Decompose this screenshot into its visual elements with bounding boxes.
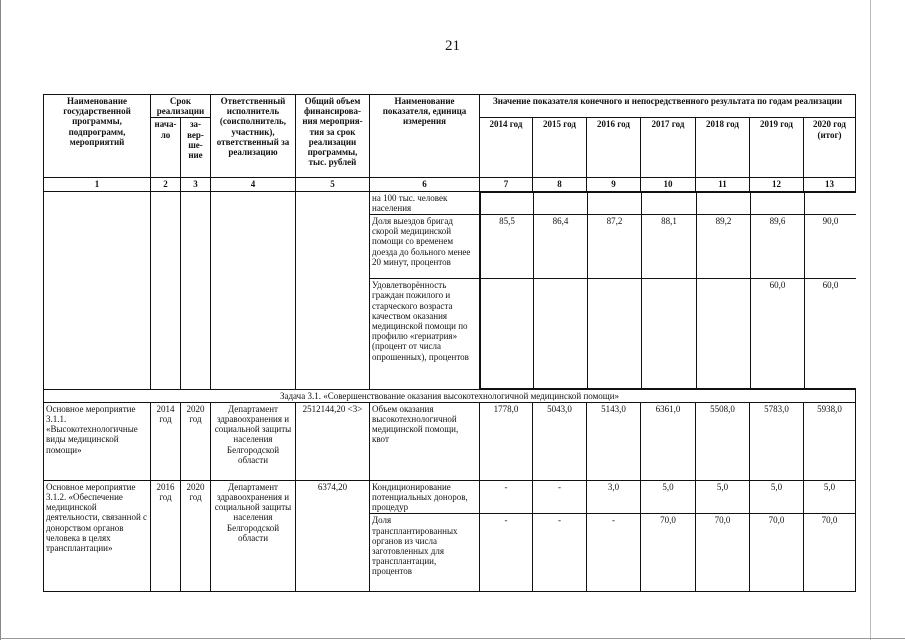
value-cell: 87,2: [588, 214, 642, 278]
value-cell: 85,5: [481, 214, 534, 278]
value-cell: [534, 192, 588, 214]
value-cell: 5143,0: [587, 402, 641, 480]
value-cell: 70,0: [696, 514, 750, 592]
value-cell: [642, 192, 697, 214]
measure-row: [44, 402, 856, 480]
header-year: 2018 год: [696, 118, 750, 178]
scan-edge-bottom: [0, 638, 905, 639]
header-year: 2014 год: [480, 118, 533, 178]
indicator-cell: Объем оказания высокотехнологичной медицинской помощи, квот: [370, 402, 480, 480]
task-row: [44, 389, 856, 402]
column-number: 2: [151, 178, 181, 191]
values-row: [481, 192, 856, 214]
value-cell: 5,0: [804, 480, 856, 514]
values-block: [480, 191, 856, 389]
page-number: 21: [445, 38, 460, 54]
header-year: 2017 год: [641, 118, 696, 178]
measure-executor: Департамент здравоохранения и социальной защиты населения Белгородской области: [211, 480, 296, 592]
values-row: [481, 278, 856, 388]
value-cell: 89,2: [697, 214, 751, 278]
column-number: 8: [533, 178, 587, 191]
column-number: 10: [641, 178, 696, 191]
indicator-cell: на 100 тыс. человек населения: [370, 191, 480, 214]
measure-name: Основное мероприятие 3.1.1. «Высокотехнологичные виды медицинской помощи»: [44, 402, 151, 480]
value-cell: -: [533, 514, 587, 592]
value-cell: [805, 192, 856, 214]
value-cell: -: [480, 480, 533, 514]
value-cell: 88,1: [642, 214, 697, 278]
value-cell: 5,0: [696, 480, 750, 514]
value-cell: 60,0: [751, 278, 805, 388]
column-number: 1: [44, 178, 151, 191]
column-number: 6: [370, 178, 480, 191]
value-cell: 90,0: [805, 214, 856, 278]
value-cell: [588, 278, 642, 388]
measure-row: [44, 480, 856, 514]
value-cell: 70,0: [641, 514, 696, 592]
empty-cell: [44, 191, 151, 389]
header-indicator: Наименование показателя, единица измерения: [370, 95, 480, 178]
empty-cell: [211, 191, 296, 389]
measure-executor: Департамент здравоохранения и социальной защиты населения Белгородской области: [211, 402, 296, 480]
value-cell: -: [587, 514, 641, 592]
header-name: Наименование государственной программы, подпрограмм, мероприятий: [44, 95, 151, 178]
value-cell: [534, 278, 588, 388]
header-year: 2016 год: [587, 118, 641, 178]
value-cell: [481, 192, 534, 214]
value-cell: 6361,0: [641, 402, 696, 480]
values-row: [481, 214, 856, 278]
value-cell: 86,4: [534, 214, 588, 278]
value-cell: -: [480, 514, 533, 592]
column-number: 4: [211, 178, 296, 191]
indicator-cell: Удовлетворённость граждан пожилого и старческого возраста качеством оказания медицинской помощи по профилю «гериатрия» (процент от числа опрошенных), процентов: [370, 279, 480, 389]
column-number: 5: [296, 178, 370, 191]
header-funding: Общий объем финансирова-ния мероприя-тия за срок реализации программы, тыс. рублей: [296, 95, 370, 178]
value-cell: [697, 192, 751, 214]
value-cell: [751, 192, 805, 214]
value-cell: 5783,0: [750, 402, 804, 480]
measure-funding: 6374,20: [296, 480, 370, 592]
value-cell: 70,0: [750, 514, 804, 592]
scan-edge-left: [0, 0, 1, 640]
value-cell: [642, 278, 697, 388]
empty-cell: [181, 191, 211, 389]
values-subtable: [480, 192, 856, 389]
scan-edge-right: [870, 0, 871, 640]
value-cell: 89,6: [751, 214, 805, 278]
header-year: 2019 год: [750, 118, 804, 178]
empty-cell: [151, 191, 181, 389]
indicator-cell: Доля трансплантированных органов из числа заготовленных для трансплантации, процентов: [370, 514, 480, 592]
column-number: 3: [181, 178, 211, 191]
column-number: 13: [804, 178, 856, 191]
column-number: 7: [480, 178, 533, 191]
header-executor: Ответственный исполнитель (соисполнитель, участник), ответственный за реализацию: [211, 95, 296, 178]
header-end: за-вер-ше-ние: [181, 118, 211, 178]
value-cell: [588, 192, 642, 214]
value-cell: 5043,0: [533, 402, 587, 480]
column-number: 11: [696, 178, 750, 191]
value-cell: 5,0: [641, 480, 696, 514]
value-cell: 3,0: [587, 480, 641, 514]
measure-name: Основное мероприятие 3.1.2. «Обеспечение медицинской деятельности, связанной с донорством органов человека в целях трансплантации»: [44, 480, 151, 592]
value-cell: [697, 278, 751, 388]
value-cell: 5508,0: [696, 402, 750, 480]
value-cell: 70,0: [804, 514, 856, 592]
value-cell: 5938,0: [804, 402, 856, 480]
value-cell: 1778,0: [480, 402, 533, 480]
value-cell: 60,0: [805, 278, 856, 388]
measure-start: 2016 год: [151, 480, 181, 592]
column-number: 12: [750, 178, 804, 191]
value-cell: 5,0: [750, 480, 804, 514]
measure-funding: 2512144,20 <3>: [296, 402, 370, 480]
header-values-title: Значение показателя конечного и непосредственного результата по годам реализации: [480, 95, 856, 118]
indicator-cell: Кондиционирование потенциальных доноров, процедур: [370, 480, 480, 514]
header-year: 2020 год (итог): [804, 118, 856, 178]
task-title: Задача 3.1. «Совершенствование оказания высокотехнологичной медицинской помощи»: [44, 389, 856, 402]
header-year: 2015 год: [533, 118, 587, 178]
header-term: Срок реализации: [151, 95, 211, 118]
value-cell: -: [533, 480, 587, 514]
column-number-row: [44, 178, 856, 191]
table-row: [44, 191, 856, 214]
value-cell: [481, 278, 534, 388]
measure-start: 2014 год: [151, 402, 181, 480]
measure-end: 2020 год: [181, 402, 211, 480]
column-number: 9: [587, 178, 641, 191]
program-table: [43, 94, 856, 592]
measure-end: 2020 год: [181, 480, 211, 592]
header-start: нача-ло: [151, 118, 181, 178]
header-row-1: [44, 95, 856, 118]
empty-cell: [296, 191, 370, 389]
indicator-cell: Доля выездов бригад скорой медицинской помощи со временем доезда до больного менее 20 минут, процентов: [370, 215, 480, 279]
